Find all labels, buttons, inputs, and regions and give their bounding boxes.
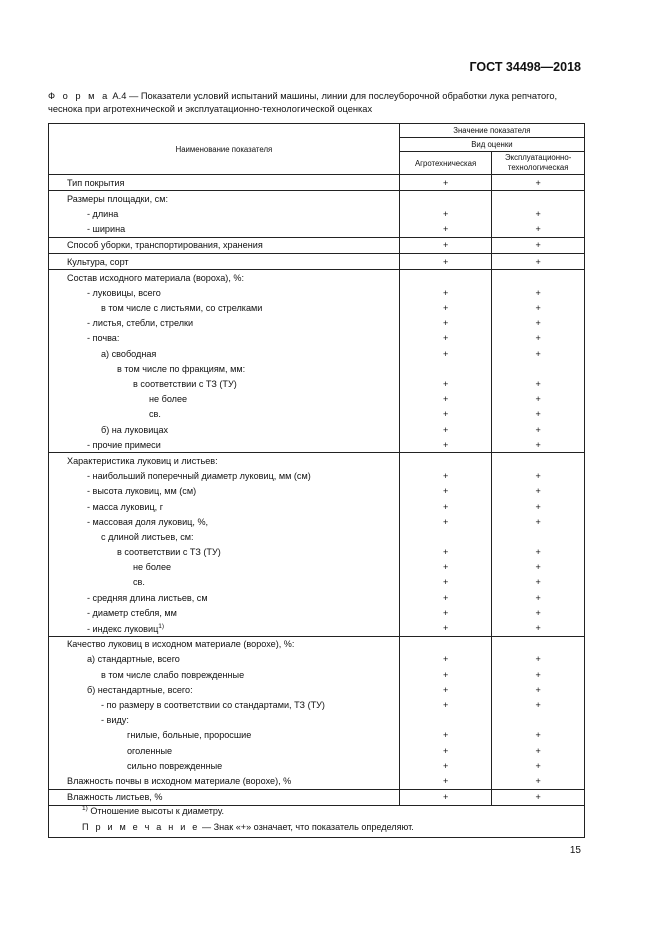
expl-value [492, 529, 585, 544]
table-row [49, 743, 585, 758]
indicator-name [49, 743, 400, 758]
agro-value: + [399, 499, 492, 514]
expl-value: + [492, 682, 585, 697]
expl-value: + [492, 206, 585, 221]
expl-value: + [492, 545, 585, 560]
agro-value: + [399, 773, 492, 789]
form-label: Ф о р м а [48, 91, 110, 101]
expl-value: + [492, 331, 585, 346]
agro-value: + [399, 560, 492, 575]
indicator-label: сильно поврежденные [127, 760, 223, 771]
expl-value: + [492, 697, 585, 712]
agro-value: + [399, 237, 492, 253]
agro-value: + [399, 789, 492, 805]
indicator-label: с длиной листьев, см: [101, 531, 194, 542]
indicator-label: - диаметр стебля, мм [87, 607, 177, 618]
agro-value: + [399, 437, 492, 453]
indicator-name [49, 667, 400, 682]
note-label: П р и м е ч а н и е [82, 822, 200, 832]
agro-value: + [399, 758, 492, 773]
table-row [49, 667, 585, 682]
indicator-name [49, 270, 400, 286]
expl-value: + [492, 605, 585, 620]
indicator-name [49, 175, 400, 191]
agro-value: + [399, 545, 492, 560]
column-header-name: Наименование показателя [49, 124, 400, 175]
indicator-label: - прочие примеси [87, 439, 161, 450]
expl-value [492, 361, 585, 376]
footnote-ref: 1) [158, 622, 165, 630]
agro-value [399, 453, 492, 469]
table-row [49, 206, 585, 221]
agro-value: + [399, 514, 492, 529]
indicator-label: Состав исходного материала (вороха), %: [67, 272, 245, 283]
table-row [49, 652, 585, 667]
table-row [49, 758, 585, 773]
indicator-label: - индекс луковиц [87, 623, 159, 634]
note [82, 822, 414, 832]
indicator-label: Размеры площадки, см: [67, 193, 168, 204]
expl-value: + [492, 743, 585, 758]
column-header-value: Значение показателя [399, 124, 584, 138]
table-row [49, 285, 585, 300]
table-row [49, 560, 585, 575]
agro-value: + [399, 484, 492, 499]
indicator-name [49, 285, 400, 300]
indicator-name [49, 222, 400, 238]
indicator-name [49, 422, 400, 437]
table-row [49, 713, 585, 728]
expl-value: + [492, 620, 585, 636]
indicator-label: - по размеру в соответствии со стандартами, ТЗ (ТУ) [101, 699, 325, 710]
indicator-label: - луковицы, всего [87, 287, 161, 298]
expl-value [492, 636, 585, 652]
column-header-agro: Агротехническая [399, 152, 492, 175]
indicator-label: - массовая доля луковиц, %, [87, 516, 209, 527]
agro-value [399, 270, 492, 286]
indicator-label: - средняя длина листьев, см [87, 592, 208, 603]
table-row [49, 301, 585, 316]
expl-value: + [492, 469, 585, 484]
indicator-name [49, 605, 400, 620]
expl-value: + [492, 575, 585, 590]
expl-value: + [492, 376, 585, 391]
expl-value: + [492, 301, 585, 316]
expl-value: + [492, 484, 585, 499]
expl-value: + [492, 514, 585, 529]
indicator-name [49, 316, 400, 331]
indicator-label: б) на луковицах [101, 424, 169, 435]
expl-value: + [492, 407, 585, 422]
expl-value [492, 453, 585, 469]
agro-value: + [399, 697, 492, 712]
expl-value: + [492, 285, 585, 300]
footnote [82, 805, 224, 816]
agro-value [399, 361, 492, 376]
indicator-name [49, 560, 400, 575]
indicator-name [49, 301, 400, 316]
agro-value: + [399, 422, 492, 437]
agro-value: + [399, 620, 492, 636]
table-row [49, 575, 585, 590]
table-row [49, 545, 585, 560]
table-row [49, 529, 585, 544]
expl-value: + [492, 499, 585, 514]
indicator-name [49, 484, 400, 499]
indicator-name [49, 191, 400, 207]
table-row [49, 728, 585, 743]
form-title-line1: — Показатели условий испытаний машины, линии для послеуборочной обработки лука репчатого, [128, 91, 558, 101]
table-row [49, 316, 585, 331]
indicator-name [49, 713, 400, 728]
indicator-label: - почва: [87, 333, 120, 344]
expl-value: + [492, 422, 585, 437]
agro-value: + [399, 222, 492, 238]
indicator-label: не более [149, 394, 188, 405]
expl-value: + [492, 175, 585, 191]
indicator-label: Характеристика луковиц и листьев: [67, 455, 218, 466]
footnote-text: Отношение высоты к диаметру. [90, 806, 225, 817]
form-number: А.4 [112, 91, 127, 101]
indicator-label: Влажность почвы в исходном материале (ворохе), % [67, 775, 292, 786]
table-row [49, 636, 585, 652]
agro-value: + [399, 376, 492, 391]
indicator-label: - виду: [101, 715, 129, 726]
indicator-name [49, 590, 400, 605]
table-row [49, 407, 585, 422]
indicator-label: а) стандартные, всего [87, 654, 180, 665]
table-row [49, 590, 585, 605]
agro-value: + [399, 469, 492, 484]
agro-value: + [399, 682, 492, 697]
expl-value: + [492, 590, 585, 605]
form-title-line2: чеснока при агротехнической и эксплуатационно-технологической оценках [48, 104, 373, 114]
indicator-name [49, 545, 400, 560]
table-row [49, 682, 585, 697]
table-row [49, 620, 585, 636]
agro-value: + [399, 285, 492, 300]
indicator-label: св. [133, 577, 145, 588]
agro-value: + [399, 575, 492, 590]
table-row [49, 605, 585, 620]
indicator-label: гнилые, больные, проросшие [127, 730, 252, 741]
agro-value: + [399, 301, 492, 316]
table-row [49, 484, 585, 499]
indicator-name [49, 529, 400, 544]
table-row [49, 422, 585, 437]
expl-value: + [492, 316, 585, 331]
expl-value: + [492, 652, 585, 667]
indicator-label: в том числе слабо поврежденные [101, 669, 245, 680]
expl-value: + [492, 560, 585, 575]
indicator-label: не более [133, 562, 172, 573]
table-row [49, 222, 585, 238]
table-row [49, 697, 585, 712]
expl-value: + [492, 728, 585, 743]
form-title [48, 90, 588, 116]
indicator-name [49, 652, 400, 667]
table-row [49, 361, 585, 376]
indicator-label: Качество луковиц в исходном материале (ворохе), %: [67, 639, 295, 650]
table-row [49, 331, 585, 346]
agro-value: + [399, 728, 492, 743]
indicators-table [48, 123, 585, 806]
indicator-name [49, 206, 400, 221]
table-row [49, 437, 585, 453]
indicator-name [49, 392, 400, 407]
agro-value: + [399, 667, 492, 682]
column-header-kind: Вид оценки [399, 138, 584, 152]
indicator-label: в соответствии с ТЗ (ТУ) [117, 547, 221, 558]
indicator-name [49, 237, 400, 253]
indicator-name [49, 499, 400, 514]
table-row [49, 191, 585, 207]
indicator-name [49, 331, 400, 346]
indicator-label: - длина [87, 208, 119, 219]
indicator-name [49, 728, 400, 743]
expl-value: + [492, 253, 585, 269]
indicator-name [49, 682, 400, 697]
indicator-label: - листья, стебли, стрелки [87, 318, 194, 329]
column-header-expl: Эксплуатационно- технологическая [492, 152, 585, 175]
table-row [49, 469, 585, 484]
indicator-label: - ширина [87, 224, 126, 235]
expl-value: + [492, 346, 585, 361]
agro-value: + [399, 331, 492, 346]
indicator-name [49, 469, 400, 484]
indicator-label: Культура, сорт [67, 256, 129, 267]
expl-value: + [492, 222, 585, 238]
table-footer [48, 800, 585, 838]
indicator-name [49, 376, 400, 391]
indicator-label: св. [149, 409, 161, 420]
indicator-name [49, 253, 400, 269]
indicator-name [49, 346, 400, 361]
indicator-label: в соответствии с ТЗ (ТУ) [133, 379, 237, 390]
table-row [49, 392, 585, 407]
expl-value: + [492, 237, 585, 253]
footnote-mark: 1) [82, 805, 88, 812]
agro-value: + [399, 206, 492, 221]
expl-value: + [492, 773, 585, 789]
indicator-label: - высота луковиц, мм (см) [87, 486, 197, 497]
agro-value: + [399, 590, 492, 605]
table-row [49, 175, 585, 191]
expl-value: + [492, 392, 585, 407]
indicator-label: в том числе по фракциям, мм: [117, 363, 246, 374]
expl-value: + [492, 667, 585, 682]
table-row [49, 514, 585, 529]
table-row [49, 346, 585, 361]
indicator-label: Влажность листьев, % [67, 792, 163, 803]
table-row [49, 237, 585, 253]
agro-value: + [399, 175, 492, 191]
indicator-label: Способ уборки, транспортирования, хранения [67, 240, 263, 251]
indicator-label: б) нестандартные, всего: [87, 684, 193, 695]
agro-value: + [399, 392, 492, 407]
indicator-name [49, 514, 400, 529]
table-row [49, 253, 585, 269]
table-row [49, 376, 585, 391]
agro-value [399, 191, 492, 207]
agro-value [399, 529, 492, 544]
indicator-name [49, 636, 400, 652]
note-text: — Знак «+» означает, что показатель определяют. [202, 822, 414, 832]
page-number: 15 [569, 845, 581, 856]
agro-value: + [399, 346, 492, 361]
indicator-name [49, 361, 400, 376]
indicator-label: в том числе с листьями, со стрелками [101, 303, 263, 314]
indicator-name [49, 453, 400, 469]
indicator-name [49, 575, 400, 590]
indicator-label: а) свободная [101, 348, 157, 359]
standard-header: ГОСТ 34498—2018 [469, 60, 581, 74]
expl-value [492, 713, 585, 728]
agro-value [399, 636, 492, 652]
indicator-name [49, 773, 400, 789]
table-row [49, 270, 585, 286]
indicator-label: - наибольший поперечный диаметр луковиц, мм (см) [87, 471, 311, 482]
expl-value: + [492, 789, 585, 805]
table-row [49, 453, 585, 469]
indicator-name [49, 620, 400, 636]
table-row [49, 499, 585, 514]
agro-value: + [399, 743, 492, 758]
agro-value: + [399, 407, 492, 422]
expl-value [492, 191, 585, 207]
agro-value: + [399, 253, 492, 269]
expl-value: + [492, 758, 585, 773]
agro-value: + [399, 652, 492, 667]
table-row [49, 773, 585, 789]
expl-value: + [492, 437, 585, 453]
indicator-name [49, 407, 400, 422]
agro-value: + [399, 316, 492, 331]
indicator-label: - масса луковиц, г [87, 501, 164, 512]
indicator-name [49, 758, 400, 773]
indicator-label: Тип покрытия [67, 177, 125, 188]
indicator-name [49, 697, 400, 712]
indicator-name [49, 437, 400, 453]
expl-value [492, 270, 585, 286]
agro-value: + [399, 605, 492, 620]
agro-value [399, 713, 492, 728]
indicator-label: оголенные [127, 745, 173, 756]
